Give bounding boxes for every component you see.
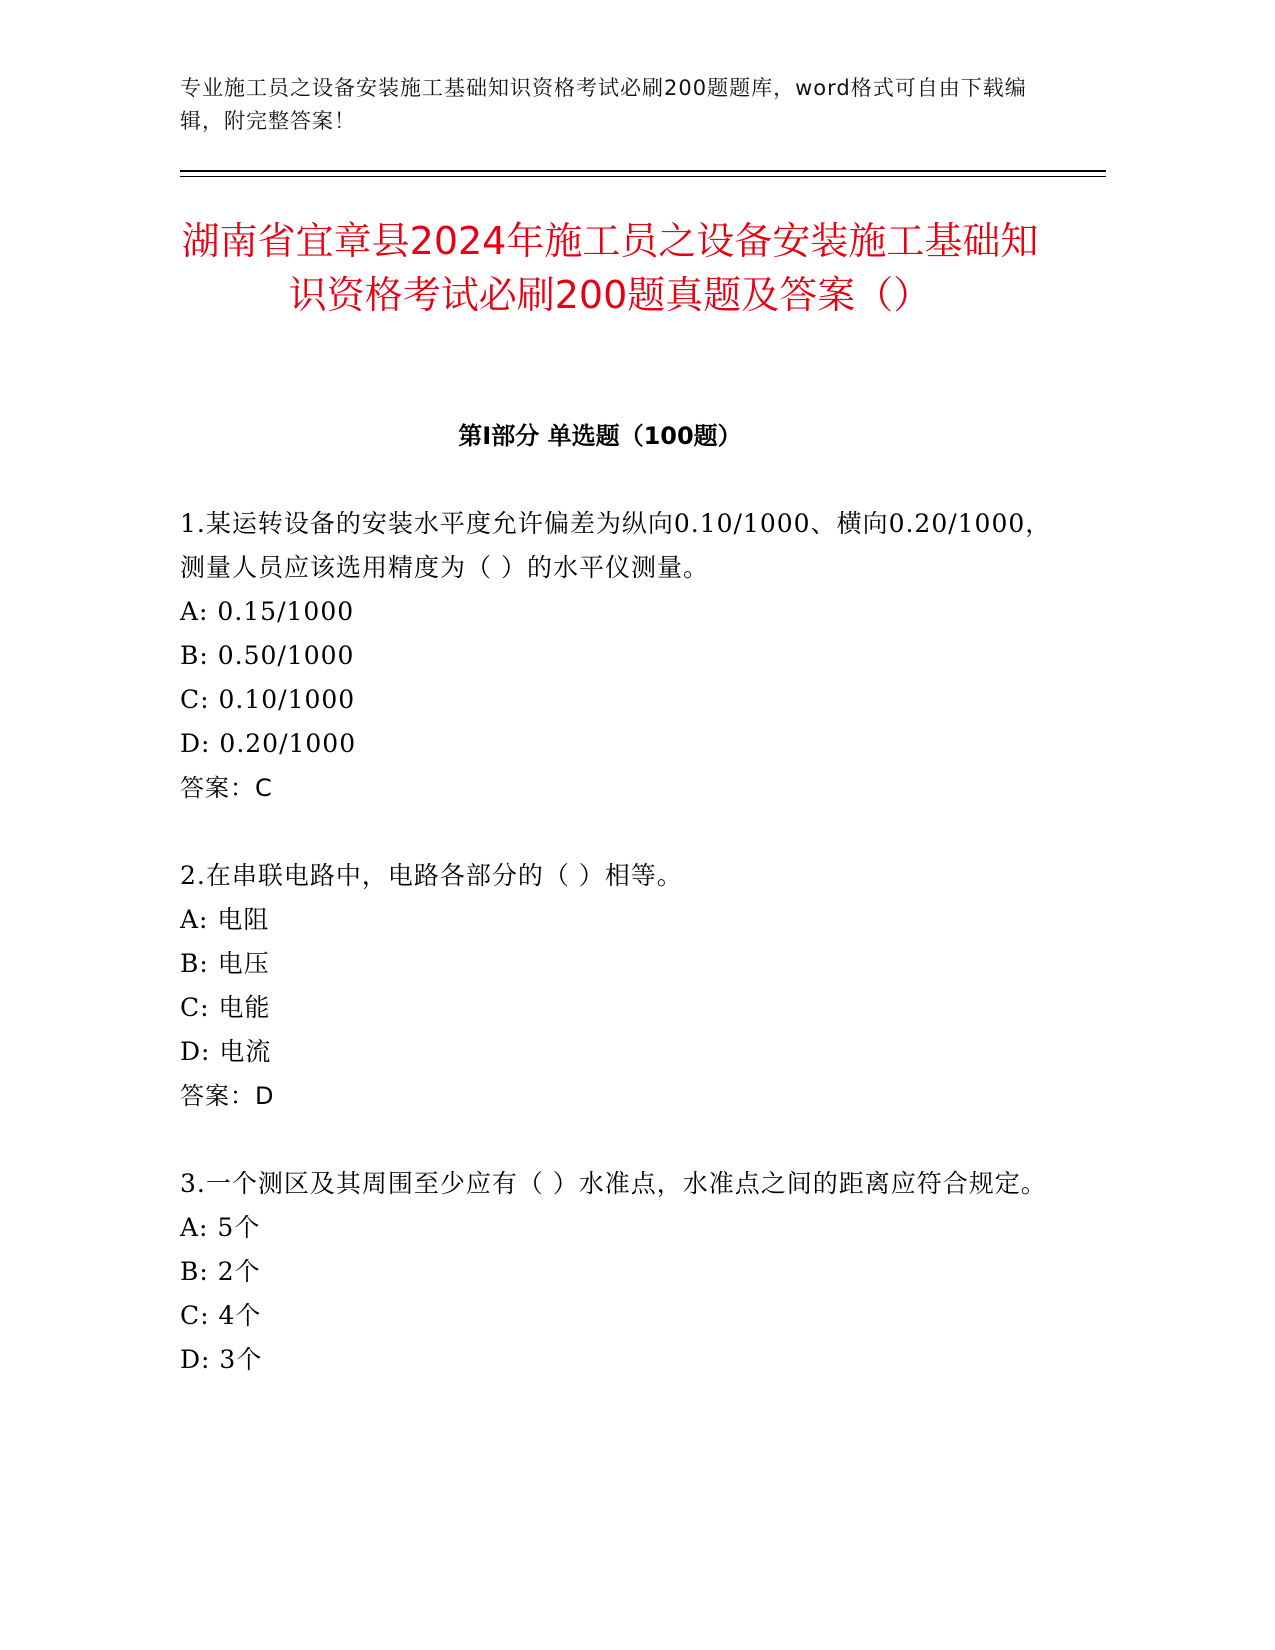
option-d: D: 电流 <box>180 1037 272 1066</box>
question-1 <box>180 502 1060 810</box>
option-c: C: 4个 <box>180 1301 262 1330</box>
option-c: C: 电能 <box>180 993 271 1022</box>
option-d: D: 3个 <box>180 1345 263 1374</box>
option-c: C: 0.10/1000 <box>180 685 356 714</box>
option-b: B: 电压 <box>180 949 270 978</box>
option-d: D: 0.20/1000 <box>180 729 357 758</box>
question-text: 3.一个测区及其周围至少应有（ ）水准点，水准点之间的距离应符合规定。 <box>180 1169 1047 1198</box>
question-text: 1.某运转设备的安装水平度允许偏差为纵向0.10/1000、横向0.20/1000，测量人员应该选用精度为（ ）的水平仪测量。 <box>180 509 1052 582</box>
header-divider <box>180 170 1106 172</box>
question-2 <box>180 854 1060 1118</box>
option-a: A: 5个 <box>180 1213 261 1242</box>
option-b: B: 0.50/1000 <box>180 641 355 670</box>
section-title: 第Ⅰ部分 单选题（100题） <box>458 422 742 450</box>
answer: 答案：D <box>180 1082 275 1110</box>
option-a: A: 电阻 <box>180 905 270 934</box>
header-note: 专业施工员之设备安装施工基础知识资格考试必刷200题题库，word格式可自由下载编辑，附完整答案！ <box>180 76 1027 133</box>
question-list <box>180 502 1060 1426</box>
header-divider-thin <box>180 176 1106 177</box>
option-b: B: 2个 <box>180 1257 261 1286</box>
question-3 <box>180 1162 1060 1382</box>
option-a: A: 0.15/1000 <box>180 597 355 626</box>
document-title: 湖南省宜章县2024年施工员之设备安装施工基础知识资格考试必刷200题真题及答案（） <box>181 219 1039 317</box>
answer: 答案：C <box>180 774 273 802</box>
question-text: 2.在串联电路中，电路各部分的（ ）相等。 <box>180 861 683 890</box>
